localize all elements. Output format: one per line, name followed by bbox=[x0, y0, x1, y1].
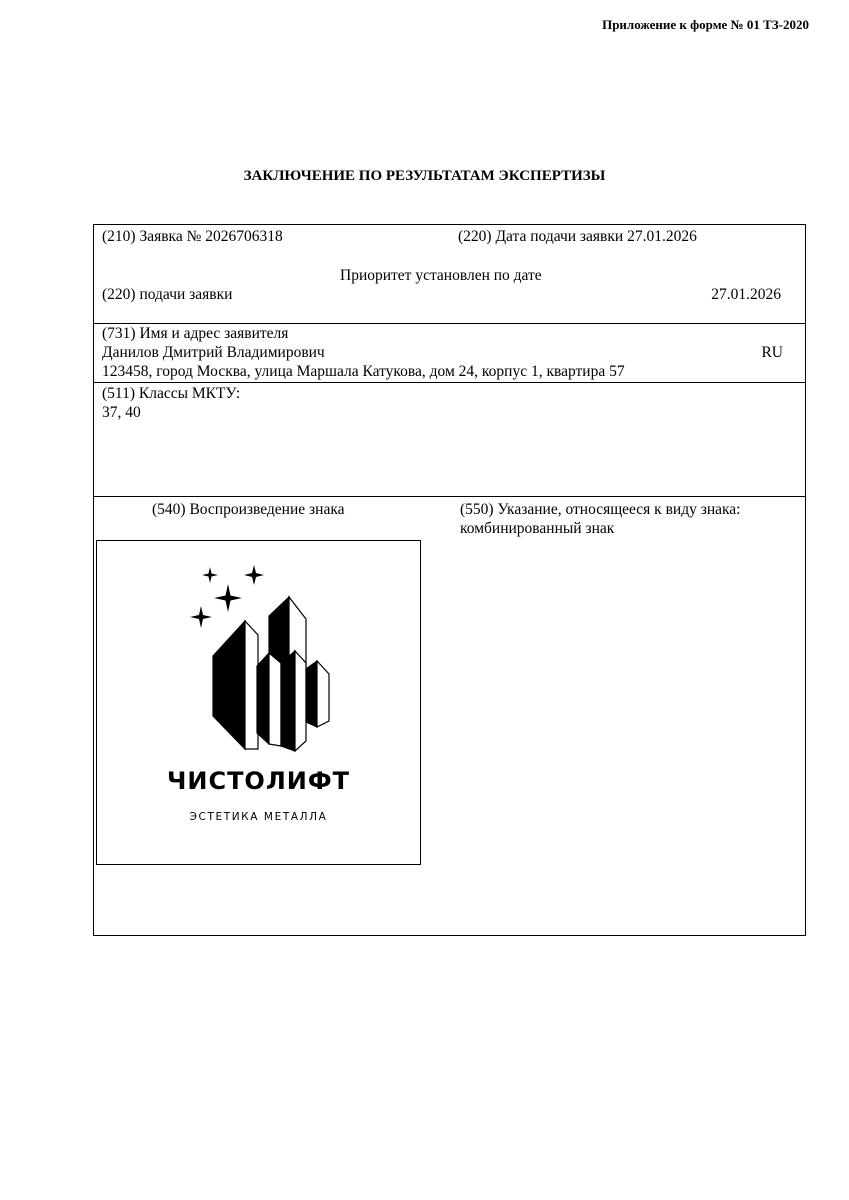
form-reference: Приложение к форме № 01 ТЗ-2020 bbox=[602, 17, 809, 32]
application-section bbox=[94, 225, 805, 324]
applicant-name: Данилов Дмитрий Владимирович bbox=[102, 344, 325, 361]
building-shape bbox=[269, 653, 281, 746]
mark-kind-label: (550) Указание, относящееся к виду знака: bbox=[460, 501, 741, 518]
brand-name: ЧИСТОЛИФТ bbox=[166, 767, 351, 795]
applicant-country: RU bbox=[761, 344, 783, 361]
applicant-address: 123458, город Москва, улица Маршала Катукова, дом 24, корпус 1, квартира 57 bbox=[102, 363, 625, 380]
reproduction-label: (540) Воспроизведение знака bbox=[152, 501, 345, 518]
classes-section bbox=[94, 383, 805, 497]
applicant-section bbox=[94, 324, 805, 383]
star-icon bbox=[190, 606, 212, 628]
applicant-label: (731) Имя и адрес заявителя bbox=[102, 325, 289, 342]
priority-text: Приоритет установлен по дате bbox=[340, 267, 542, 284]
classes-values: 37, 40 bbox=[102, 404, 141, 421]
priority-basis: (220) подачи заявки bbox=[102, 286, 233, 303]
star-icon bbox=[244, 565, 264, 585]
conclusion-form bbox=[93, 224, 806, 936]
document-title: ЗАКЛЮЧЕНИЕ ПО РЕЗУЛЬТАТАМ ЭКСПЕРТИЗЫ bbox=[243, 168, 606, 184]
mark-kind-value: комбинированный знак bbox=[460, 520, 615, 537]
classes-label: (511) Классы МКТУ: bbox=[102, 385, 241, 402]
building-shape bbox=[245, 621, 258, 749]
star-icon bbox=[202, 567, 218, 583]
application-number: (210) Заявка № 2026706318 bbox=[102, 228, 283, 245]
building-shape bbox=[257, 653, 269, 744]
building-shape bbox=[295, 651, 306, 751]
brand-tagline: ЭСТЕТИКА МЕТАЛЛА bbox=[189, 811, 328, 823]
priority-date: 27.01.2026 bbox=[711, 286, 781, 303]
filing-date: (220) Дата подачи заявки 27.01.2026 bbox=[458, 228, 697, 245]
building-shape bbox=[281, 651, 295, 751]
mark-section bbox=[94, 497, 805, 935]
building-shape bbox=[317, 661, 329, 727]
trademark-image bbox=[96, 540, 421, 865]
star-icon bbox=[214, 584, 242, 612]
building-shape bbox=[306, 661, 317, 727]
building-shape bbox=[213, 621, 245, 749]
